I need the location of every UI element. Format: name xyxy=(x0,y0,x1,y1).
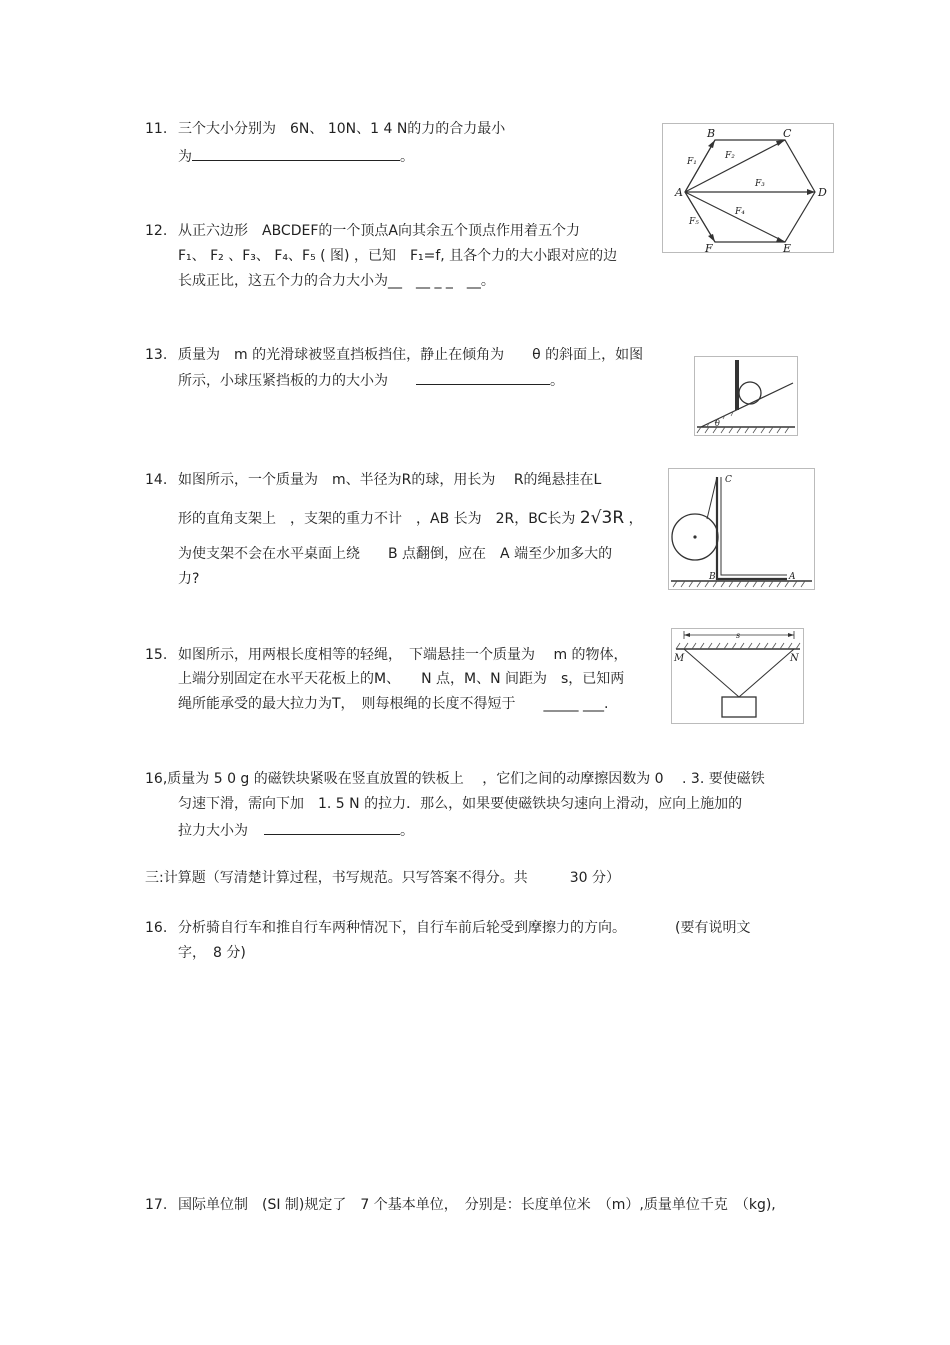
q11-answer-blank xyxy=(192,146,400,161)
q15-text-line2: 上端分别固定在水平天花板上的M、 N 点，M、N 间距为 s，已知两 xyxy=(178,671,625,687)
q12-number: 12. xyxy=(145,223,168,239)
q13-line2-text: 所示，小球压紧挡板的力的大小为 xyxy=(178,373,388,389)
label-f1: F₁ xyxy=(687,157,697,167)
q15-text-line3: 绳所能承受的最大拉力为T， 则每根绳的长度不得短于 _____ ___. xyxy=(178,696,609,712)
vertical-board xyxy=(735,360,739,410)
section3-heading: 三:计算题（写清楚计算过程，书写规范。只写答案不得分。共 30 分） xyxy=(145,870,620,886)
q16b-number: 16. xyxy=(145,920,168,936)
q16a-answer-blank xyxy=(264,820,400,835)
incline-diagram xyxy=(695,357,797,435)
right-rope xyxy=(739,649,794,697)
q16a-text-line2: 匀速下滑，需向下加 1. 5 N 的拉力．那么，如果要使磁铁块匀速向上滑动，应向上施加的 xyxy=(178,796,743,812)
label-A: A xyxy=(675,186,683,199)
q11-line2-end: 。 xyxy=(400,149,414,165)
label-f5: F₅ xyxy=(689,217,699,227)
hexagon-diagram xyxy=(663,124,833,252)
q13-text-line1: 质量为 m 的光滑球被竖直挡板挡住，静止在倾角为 θ 的斜面上，如图 xyxy=(178,347,644,363)
q13-number: 13. xyxy=(145,347,168,363)
left-rope xyxy=(684,649,739,697)
q16a-text-line1: 16,质量为 5 0 g 的磁铁块紧吸在竖直放置的铁板上 ，它们之间的动摩擦因数为 0 . 3. 要使磁铁 xyxy=(145,771,765,787)
q12-text-line3: 长成正比，这五个力的合力大小为__ __ _ _ __。 xyxy=(178,273,495,289)
l-bracket xyxy=(717,477,787,579)
q16a-line3-end: 。 xyxy=(400,823,414,839)
q11-text-line1: 三个大小分别为 6N、 10N、1 4 N的力的合力最小 xyxy=(178,121,506,137)
label-F: F xyxy=(705,242,713,252)
q14-text-line3: 为使支架不会在水平桌面上绕 B 点翻倒，应在 A 端至少加多大的 xyxy=(178,546,613,562)
ropes-diagram xyxy=(672,629,803,723)
q14-math-bc-length: 2√3R xyxy=(579,508,625,528)
ball xyxy=(739,382,761,404)
q14-text-line4: 力? xyxy=(178,571,200,587)
q14-text-line1: 如图所示，一个质量为 m、半径为R的球，用长为 R的绳悬挂在L xyxy=(178,472,602,488)
theta-label: θ xyxy=(715,419,720,428)
q11-text-line2 xyxy=(178,146,414,166)
label-B: B xyxy=(709,572,716,582)
q16a-line3-text: 拉力大小为 xyxy=(178,823,248,839)
label-s: s xyxy=(736,631,741,640)
q17-number: 17. xyxy=(145,1197,168,1213)
hexagon-outline xyxy=(685,140,815,242)
label-C: C xyxy=(783,127,792,140)
q15-text-line1: 如图所示，用两根长度相等的轻绳， 下端悬挂一个质量为 m 的物体， xyxy=(178,647,628,663)
label-C: C xyxy=(725,475,732,485)
label-f3: F₃ xyxy=(755,179,765,189)
label-M: M xyxy=(674,653,685,664)
q16b-text-line2: 字， 8 分) xyxy=(178,945,246,961)
label-A: A xyxy=(789,572,796,582)
q17-text-line1: 国际单位制 (SI 制)规定了 7 个基本单位， 分别是：长度单位米 （m）,质量单位千克 （kg), xyxy=(178,1197,776,1213)
q11-number: 11. xyxy=(145,121,168,137)
hexagon-figure xyxy=(662,123,834,253)
bracket-figure xyxy=(668,468,815,590)
label-B: B xyxy=(707,127,716,140)
q11-line2-text: 为 xyxy=(178,149,192,165)
q15-number: 15. xyxy=(145,647,168,663)
q16b-text-line1: 分析骑自行车和推自行车两种情况下，自行车前后轮受到摩擦力的方向。 (要有说明文 xyxy=(178,920,751,936)
q16a-text-line3 xyxy=(178,820,414,840)
q13-text-line2 xyxy=(178,370,564,390)
q12-text-line1: 从正六边形 ABCDEF的一个顶点A向其余五个顶点作用着五个力 xyxy=(178,223,580,239)
q13-line2-end: 。 xyxy=(550,373,564,389)
q14-line2-text: 形的直角支架上 ，支架的重力不计 ，AB 长为 2R，BC长为 xyxy=(178,511,576,527)
q12-text-line2: F₁、 F₂ 、F₃、 F₄、F₅ ( 图) ，已知 F₁=f, 且各个力的大小跟对应的边 xyxy=(178,248,618,264)
q14-line2-end: ， xyxy=(628,511,643,527)
q14-text-line2 xyxy=(178,509,643,528)
label-f4: F₄ xyxy=(735,207,745,217)
label-D: D xyxy=(818,186,827,199)
rope xyxy=(707,477,717,519)
label-N: N xyxy=(790,653,799,664)
ropes-figure xyxy=(671,628,804,724)
label-E: E xyxy=(783,242,792,252)
label-f2: F₂ xyxy=(725,151,735,161)
incline-figure xyxy=(694,356,798,436)
q14-number: 14. xyxy=(145,472,168,488)
hanging-block xyxy=(722,697,756,717)
bracket-diagram xyxy=(669,469,814,589)
q13-answer-blank xyxy=(416,370,550,385)
